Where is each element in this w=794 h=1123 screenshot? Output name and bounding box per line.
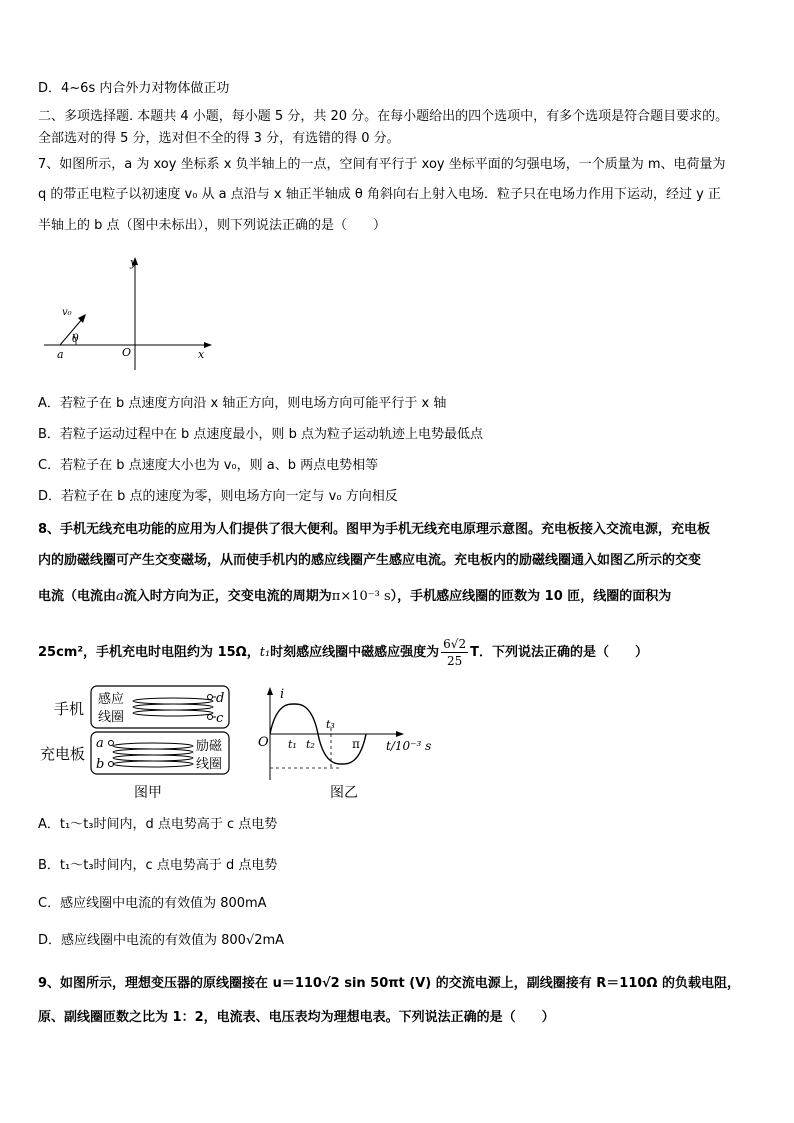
q8-fraction-numerator: 6√2 xyxy=(443,637,467,651)
q8-option-c: C．感应线圈中电流的有效值为 800mA xyxy=(38,896,267,911)
q8-phone-label: 手机 xyxy=(54,700,85,718)
q9-stem-line1: 9、如图所示，理想变压器的原线圈接在 u＝110√2 sin 50πt (V) 的交流电源上，副线圈接有 R＝110Ω 的负载电阻， xyxy=(38,976,741,991)
q8-excite-coil-label-1: 励磁 xyxy=(196,739,223,754)
q8-line3-part-b: 流入时方向为正，交变电流的周期为 xyxy=(123,589,332,604)
q8-line4-part-a: 25cm²，手机充电时电阻约为 15Ω， xyxy=(38,645,260,660)
q7-origin-label: O xyxy=(122,346,132,359)
q8-stem-line4 xyxy=(38,636,648,670)
q8-line4-part-b: 时刻感应线圈中磁感应强度为 xyxy=(270,645,440,660)
q9-stem-line2: 原、副线圈匝数之比为 1：2，电流表、电压表均为理想电表。下列说法正确的是（ ） xyxy=(38,1010,555,1025)
q8-terminal-a: a xyxy=(96,736,104,751)
q8-line3-part-c: ），手机感应线圈的匝数为 10 匝，线圈的面积为 xyxy=(390,589,672,604)
q7-x-label: x xyxy=(198,348,205,361)
q8-excite-coil-label-2: 线圈 xyxy=(196,757,223,772)
q8-option-a: A．t₁～t₃时间内，d 点电势高于 c 点电势 xyxy=(38,817,278,832)
q8-terminal-c: c xyxy=(216,711,224,726)
q7-theta-label: θ xyxy=(72,332,79,345)
q8-pi-label: π xyxy=(352,737,360,751)
q8-figure-yi-caption: 图乙 xyxy=(330,785,358,801)
q8-t1-label: t₁ xyxy=(288,738,297,751)
section2-line1: 二、多项选择题. 本题共 4 小题，每小题 5 分，共 20 分。在每小题给出的四个选项中，有多个选项是符合题目要求的。 xyxy=(38,109,729,124)
q8-induce-coil-label-2: 线圈 xyxy=(98,710,125,725)
q7-option-a: A．若粒子在 b 点速度方向沿 x 轴正方向，则电场方向可能平行于 x 轴 xyxy=(38,396,447,411)
q7-option-d: D．若粒子在 b 点的速度为零，则电场方向一定与 v₀ 方向相反 xyxy=(38,489,398,504)
q8-fraction-denominator: 25 xyxy=(446,654,463,668)
q8-stem-line3 xyxy=(38,588,671,606)
q7-option-c: C．若粒子在 b 点速度大小也为 v₀，则 a、b 两点电势相等 xyxy=(38,458,379,473)
q8-figure-yi xyxy=(254,684,454,804)
q7-v0-label: v₀ xyxy=(62,307,72,318)
q8-board-label: 充电板 xyxy=(40,745,86,763)
q8-yi-origin-label: O xyxy=(258,735,269,750)
q8-induce-coil-label-1: 感应 xyxy=(98,692,125,707)
q7-point-a-label: a xyxy=(57,348,64,361)
q8-t3-label: t₃ xyxy=(326,718,335,731)
q8-terminal-d: d xyxy=(216,691,225,706)
q8-figure-jia-caption: 图甲 xyxy=(134,785,162,801)
q7-y-label: y xyxy=(130,256,137,269)
q8-option-d: D．感应线圈中电流的有效值为 800√2mA xyxy=(38,933,285,948)
q7-figure xyxy=(40,252,220,372)
q7-stem-line3: 半轴上的 b 点（图中未标出），则下列说法正确的是（ ） xyxy=(38,218,387,233)
q8-figure-jia xyxy=(38,684,238,804)
section2-line2: 全部选对的得 5 分，选对但不全的得 3 分，有选错的得 0 分。 xyxy=(38,131,400,146)
q8-option-b: B．t₁～t₃时间内，c 点电势高于 d 点电势 xyxy=(38,858,278,873)
q8-line4-part-c: T．下列说法正确的是（ ） xyxy=(470,645,648,660)
q8-t-axis-label: t/10⁻³ s xyxy=(386,739,432,753)
q7-stem-line2: q 的带正电粒子以初速度 v₀ 从 a 点沿与 x 轴正半轴成 θ 角斜向右上射入电场．粒子只在电场力作用下运动，经过 y 正 xyxy=(38,187,721,202)
q8-stem-line2: 内的励磁线圈可产生交变磁场，从而使手机内的感应线圈产生感应电流。充电板内的励磁线圈通入如图乙所示的交变 xyxy=(38,553,702,568)
q7-stem-line1: 7、如图所示，a 为 xoy 坐标系 x 负半轴上的一点，空间有平行于 xoy 坐标平面的匀强电场，一个质量为 m、电荷量为 xyxy=(38,157,726,172)
q8-terminal-b: b xyxy=(96,757,105,772)
q8-line3-var-a: a xyxy=(116,589,124,604)
q8-line3-part-a: 电流（电流由 xyxy=(38,589,117,604)
q8-stem-line1: 8、手机无线充电功能的应用为人们提供了很大便利。图甲为手机无线充电原理示意图。充电板接入交流电源，充电板 xyxy=(38,522,711,537)
q8-period-value: π×10⁻³ s xyxy=(331,589,391,604)
q6-option-d: D．4~6s 内合外力对物体做正功 xyxy=(38,81,230,96)
q8-i-axis-label: i xyxy=(280,687,285,702)
q8-t2-label: t₂ xyxy=(306,738,315,751)
q8-line4-t1: t₁ xyxy=(259,645,271,660)
q7-option-b: B．若粒子运动过程中在 b 点速度最小，则 b 点为粒子运动轨迹上电势最低点 xyxy=(38,427,483,442)
q8-b-fraction xyxy=(441,636,468,669)
